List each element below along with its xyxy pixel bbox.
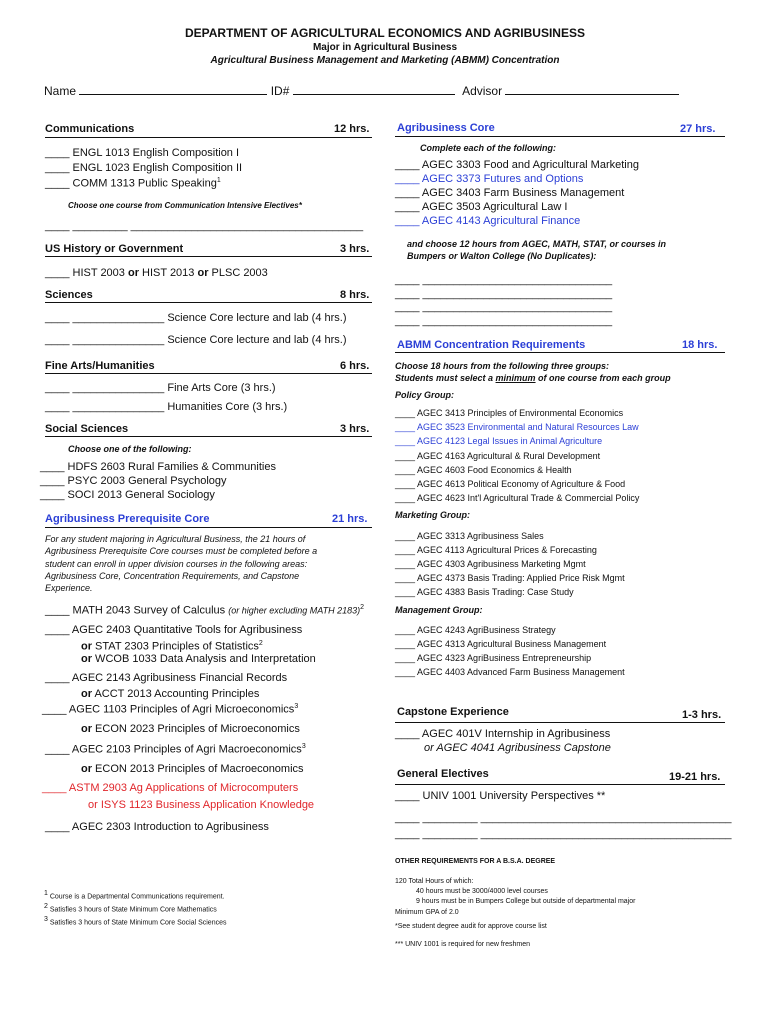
sciences-title: Sciences: [45, 289, 93, 301]
comm-item[interactable]: ____ ENGL 1023 English Composition II: [45, 162, 243, 174]
list-item: ____ AGEC 4603 Food Economics & Health: [395, 464, 572, 475]
agec2143-item[interactable]: ____ AGEC 2143 Agribusiness Financial Records: [45, 672, 288, 684]
capstone-alt: or AGEC 4041 Agribusiness Capstone: [424, 742, 611, 754]
social-item[interactable]: ____ HDFS 2603 Rural Families & Communities: [40, 461, 276, 473]
list-item: ____ AGEC 4243 AgriBusiness Strategy: [395, 625, 556, 635]
social-note: Choose one of the following:: [68, 444, 192, 454]
list-item: ____ AGEC 4303 Agribusiness Marketing Mgmt: [395, 558, 586, 569]
elective-blanks[interactable]: ____ _______________________________ ____ _______________________________ ____ _______________________________ ____ _______________________________: [395, 274, 613, 327]
univ-item[interactable]: ____ UNIV 1001 University Perspectives **: [395, 790, 606, 802]
list-item: ____ AGEC 4403 Advanced Farm Business Management: [395, 666, 625, 677]
econ2023-alt: or ECON 2023 Principles of Microeconomics: [81, 723, 300, 735]
electives-blanks[interactable]: ____ _________ _________________________________________ ____ _________ _________________________________________: [395, 812, 732, 840]
name-field[interactable]: [44, 84, 679, 98]
page-title: DEPARTMENT OF AGRICULTURAL ECONOMICS AND AGRIBUSINESS: [184, 26, 585, 40]
abmm-note: Choose 18 hours from the following three groups: Students must select a minimum of one course from each group: [395, 361, 671, 383]
univ-note: *** UNIV 1001 is required for new freshmen: [395, 941, 531, 948]
list-item: ____ AGEC 4313 Agricultural Business Management: [395, 638, 607, 649]
capstone-hours: 1-3 hrs.: [682, 709, 722, 721]
agri-core-item[interactable]: ____ AGEC 3403 Farm Business Management: [395, 187, 625, 199]
social-item[interactable]: ____ SOCI 2013 General Sociology: [40, 489, 215, 501]
social-title: Social Sciences: [45, 423, 129, 435]
communications-hours: 12 hrs.: [334, 123, 370, 135]
other-title: OTHER REQUIREMENTS FOR A B.S.A. DEGREE: [395, 858, 556, 865]
concentration-subtitle: Agricultural Business Management and Marketing (ABMM) Concentration: [210, 55, 560, 66]
name-blank: [79, 84, 267, 95]
agri-core-item[interactable]: ____ AGEC 3303 Food and Agricultural Marketing: [395, 159, 639, 171]
prereq-title: Agribusiness Prerequisite Core: [45, 513, 210, 525]
footnotes: $^1$ Course is a Departmental Communications requirement. $^2$ Satisfies 3 hours of State Minimum Core Mathematics $^3$ Satisfies 3 hours of State Minimum Core Social Sciences: [44, 890, 227, 926]
comm-item[interactable]: ____ COMM 1313 Public Speaking$^1$: [45, 177, 221, 190]
history-title: US History or Government: [45, 243, 184, 255]
fine-arts-item[interactable]: ____ _______________ Humanities Core (3 hrs.): [45, 401, 288, 413]
list-item: ____ AGEC 4383 Basis Trading: Case Study: [395, 586, 574, 597]
fine-arts-title: Fine Arts/Humanities: [45, 360, 155, 372]
agri-core-item[interactable]: ____ AGEC 4143 Agricultural Finance: [395, 215, 581, 227]
sciences-hours: 8 hrs.: [340, 289, 370, 301]
list-item: ____ AGEC 4323 AgriBusiness Entrepreneurship: [395, 652, 592, 663]
math-item[interactable]: ____ MATH 2043 Survey of Calculus (or higher excluding MATH 2183)$^2$: [45, 604, 365, 617]
abmm-hours: 18 hrs.: [682, 339, 718, 351]
agec2303-item[interactable]: ____ AGEC 2303 Introduction to Agribusiness: [45, 821, 269, 833]
advisor-label: Advisor: [462, 84, 503, 98]
agri-core-item[interactable]: ____ AGEC 3373 Futures and Options: [395, 173, 584, 185]
comm-note: Choose one course from Communication Intensive Electives*: [68, 201, 302, 210]
policy-group-title: Policy Group:: [395, 390, 455, 400]
list-item: ____ AGEC 4123 Legal Issues in Animal Agriculture: [395, 436, 603, 447]
science-item[interactable]: ____ _______________ Science Core lecture and lab (4 hrs.): [45, 312, 347, 324]
comm-item[interactable]: ____ ENGL 1013 English Composition I: [45, 147, 240, 159]
list-item: ____ AGEC 4613 Political Economy of Agriculture & Food: [395, 479, 626, 490]
agec2403-item[interactable]: ____ AGEC 2403 Quantitative Tools for Agribusiness: [45, 624, 303, 636]
isys-alt: or ISYS 1123 Business Application Knowledge: [88, 799, 315, 811]
agec2103-item[interactable]: ____ AGEC 2103 Principles of Agri Macroeconomics$^3$: [45, 743, 306, 756]
marketing-group-title: Marketing Group:: [395, 510, 471, 520]
stat-alt: or STAT 2303 Principles of Statistics$^2$: [81, 640, 263, 653]
econ2013-alt: or ECON 2013 Principles of Macroeconomics: [81, 763, 304, 775]
management-group-title: Management Group:: [395, 605, 483, 615]
electives-title: General Electives: [397, 768, 489, 780]
communications-title: Communications: [45, 123, 135, 135]
fine-arts-hours: 6 hrs.: [340, 360, 370, 372]
advisor-blank: [505, 84, 679, 95]
social-item[interactable]: ____ PSYC 2003 General Psychology: [40, 475, 227, 487]
comm-blank[interactable]: ____ _________ ______________________________________: [45, 220, 364, 232]
id-label: ID#: [270, 84, 290, 98]
prereq-hours: 21 hrs.: [332, 513, 368, 525]
list-item: ____ AGEC 4623 Int'l Agricultural Trade & Commercial Policy: [395, 493, 640, 504]
major-subtitle: Major in Agricultural Business: [312, 42, 458, 53]
astm-item[interactable]: ____ ASTM 2903 Ag Applications of Microcomputers: [42, 782, 299, 794]
agri-core-item[interactable]: ____ AGEC 3503 Agricultural Law I: [395, 201, 568, 213]
see-audit-note: *See student degree audit for approve course list: [395, 923, 547, 930]
electives-hours: 19-21 hrs.: [669, 771, 721, 783]
marketing-group-list[interactable]: [395, 530, 625, 600]
social-hours: 3 hrs.: [340, 423, 370, 435]
agec1103-item[interactable]: ____ AGEC 1103 Principles of Agri Microeconomics$^3$: [42, 703, 299, 716]
history-item[interactable]: ____ HIST 2003 or HIST 2013 or PLSC 2003: [45, 267, 268, 279]
history-hours: 3 hrs.: [340, 243, 370, 255]
agri-core-hours: 27 hrs.: [680, 123, 716, 135]
other-requirements: 120 Total Hours of which: 40 hours must be 3000/4000 level courses 9 hours must be in Bumpers College but outside of departmental major Minimum GPA of 2.0: [395, 878, 636, 916]
science-item[interactable]: ____ _______________ Science Core lecture and lab (4 hrs.): [45, 334, 347, 346]
choose-12-note: and choose 12 hours from AGEC, MATH, STAT, or courses in Bumpers or Walton College (No Duplicates):: [407, 239, 667, 261]
capstone-item[interactable]: ____ AGEC 401V Internship in Agribusiness: [395, 728, 611, 740]
agri-core-title: Agribusiness Core: [397, 122, 495, 134]
list-item: ____ AGEC 3313 Agribusiness Sales: [395, 531, 544, 541]
list-item: ____ AGEC 4113 Agricultural Prices & Forecasting: [395, 544, 597, 555]
list-item: ____ AGEC 4163 Agricultural & Rural Development: [395, 450, 601, 461]
abmm-title: ABMM Concentration Requirements: [397, 339, 586, 351]
management-group-list[interactable]: [395, 624, 625, 680]
name-label: Name: [44, 84, 77, 98]
agri-core-note: Complete each of the following:: [420, 143, 557, 153]
list-item: ____ AGEC 3413 Principles of Environmental Economics: [395, 408, 624, 418]
fine-arts-item[interactable]: ____ _______________ Fine Arts Core (3 hrs.): [45, 382, 276, 394]
list-item: ____ AGEC 3523 Environmental and Natural Resources Law: [395, 422, 639, 433]
list-item: ____ AGEC 4373 Basis Trading: Applied Price Risk Mgmt: [395, 572, 625, 583]
wcob-alt: or WCOB 1033 Data Analysis and Interpretation: [81, 653, 316, 665]
prereq-paragraph: For any student majoring in Agricultural Business, the 21 hours of Agribusiness Prerequisite Core courses must be completed before a student can enroll in upper division courses in the following areas: Agribusiness Core, Concentration Requirements, and Capstone Experience.: [45, 534, 318, 594]
acct-alt: or ACCT 2013 Accounting Principles: [81, 688, 260, 700]
id-blank: [293, 84, 455, 95]
capstone-title: Capstone Experience: [397, 706, 509, 718]
policy-group-list[interactable]: [395, 406, 639, 505]
